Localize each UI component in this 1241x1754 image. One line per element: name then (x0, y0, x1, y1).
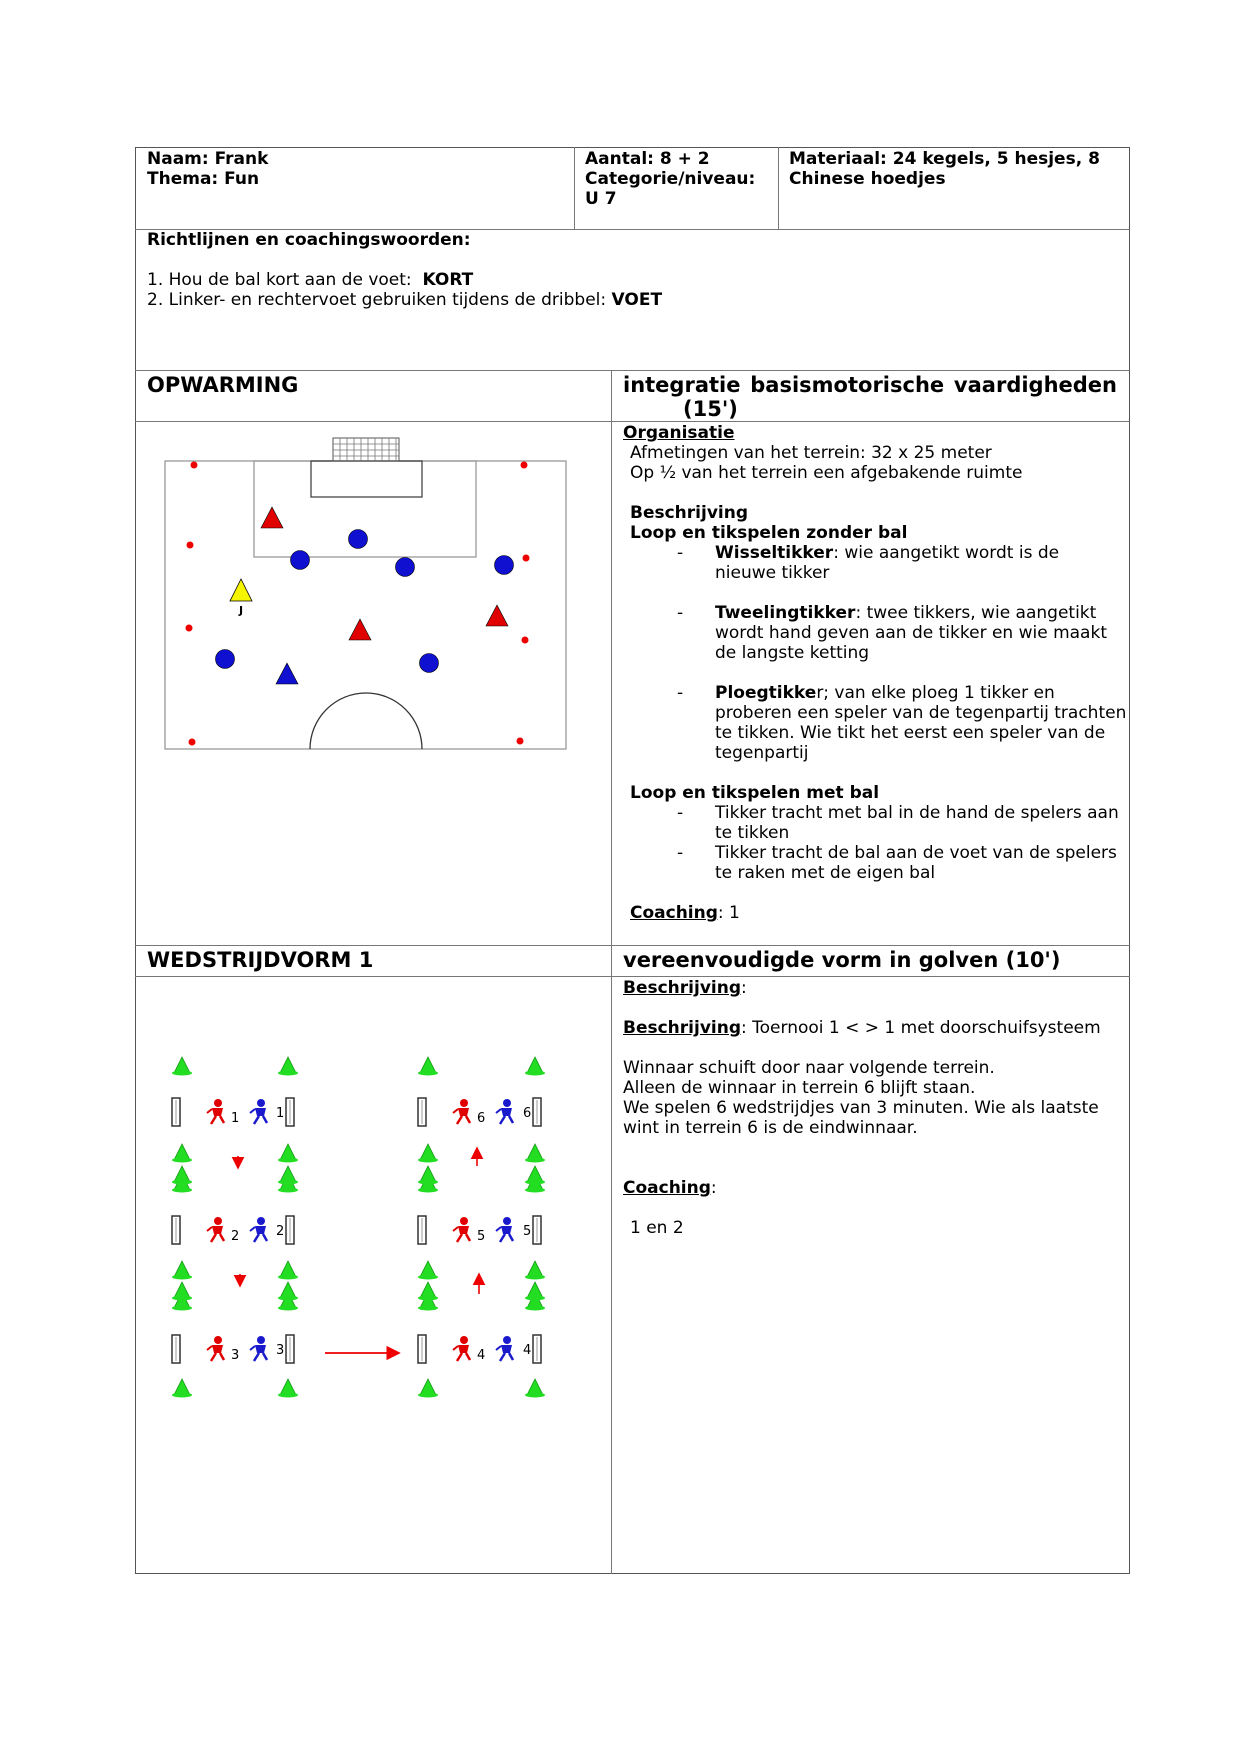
player-leg (466, 1116, 470, 1123)
player-arm (453, 1227, 458, 1231)
organisatie-title: Organisatie (623, 423, 735, 443)
materiaal-line-1: Materiaal: 24 kegels, 5 hesjes, 8 (789, 149, 1100, 169)
cone-base (172, 1296, 192, 1301)
wedstrijd-line-1: Winnaar schuift door naar volgende terrein. (623, 1058, 995, 1078)
player-body (212, 1345, 223, 1353)
cone-base (172, 1188, 192, 1193)
field-number: 5 (523, 1224, 532, 1239)
wisseltikker-name: Wisseltikker (715, 543, 834, 563)
cone-base (172, 1180, 192, 1185)
player-leg (457, 1234, 462, 1242)
ploegtikker-line-3: te tikken. Wie tikt het eerst een speler van de (715, 723, 1106, 743)
bullet-dash: - (677, 603, 684, 623)
field-number: 2 (276, 1224, 285, 1239)
player-head (460, 1336, 468, 1344)
field-number: 1 (231, 1111, 240, 1126)
cone-base (172, 1158, 192, 1163)
met-bal-title: Loop en tikspelen met bal (630, 783, 880, 803)
richtlijnen-title: Richtlijnen en coachingswoorden: (147, 230, 471, 250)
player-leg (211, 1116, 216, 1124)
player-body (255, 1226, 266, 1234)
player-leg (509, 1234, 513, 1241)
wedstrijdvorm-subtitle: vereenvoudigde vorm in golven (10') (623, 948, 1061, 972)
player-arm (453, 1346, 458, 1350)
wedstrijd-line-3: We spelen 6 wedstrijdjes van 3 minuten. Wie als laatste (623, 1098, 1099, 1118)
player-arm (496, 1109, 501, 1113)
cone-base (418, 1306, 438, 1311)
player-body (501, 1345, 512, 1353)
cone-base (525, 1188, 545, 1193)
colon: : (710, 1178, 717, 1198)
tweelingtikker-line-3: de langste ketting (715, 643, 870, 663)
player-body (458, 1226, 469, 1234)
player-head (503, 1099, 511, 1107)
opwarming-duration: (15') (683, 397, 738, 421)
cone-base (278, 1188, 298, 1193)
field-number: 3 (231, 1348, 240, 1363)
met-bal-1-line-2: te tikken (715, 823, 790, 843)
player-leg (220, 1353, 224, 1360)
met-bal-2-line-1: Tikker tracht de bal aan de voet van de spelers (715, 843, 1117, 863)
player-leg (211, 1353, 216, 1361)
categorie: Categorie/niveau: (585, 169, 756, 189)
colon: : (741, 978, 747, 998)
ploegtikker-line-2: proberen een speler van de tegenpartij trachten (715, 703, 1127, 723)
wisseltikker-line-2: nieuwe tikker (715, 563, 830, 583)
zonder-bal-title: Loop en tikspelen zonder bal (630, 523, 908, 543)
tweelingtikker-desc: : twee tikkers, wie aangetikt (855, 603, 1097, 623)
player-leg (466, 1234, 470, 1241)
cone-base (525, 1393, 545, 1398)
richtlijn-1-keyword: KORT (422, 270, 474, 290)
player-arm (453, 1109, 458, 1113)
met-bal-1-line-1: Tikker tracht met bal in de hand de spelers aan (715, 803, 1119, 823)
wedstrijd-coaching-value: 1 en 2 (630, 1218, 684, 1238)
field-number: 1 (276, 1106, 285, 1121)
player-arm (496, 1227, 501, 1231)
player-arm (207, 1227, 212, 1231)
player-body (458, 1345, 469, 1353)
cone-base (525, 1158, 545, 1163)
field-number: 4 (477, 1348, 486, 1363)
toernooi-text: : Toernooi 1 < > 1 met doorschuifsysteem (741, 1018, 1101, 1038)
player-head (257, 1336, 265, 1344)
player-leg (466, 1353, 470, 1360)
opwarming-subtitle: integratie basismotorische vaardigheden (623, 373, 1117, 397)
player-leg (220, 1116, 224, 1123)
cone-base (278, 1180, 298, 1185)
beschrijving-label: Beschrijving (623, 978, 742, 998)
bullet-dash: - (677, 843, 684, 863)
cone-base (525, 1306, 545, 1311)
player-leg (509, 1116, 513, 1123)
player-arm (250, 1346, 255, 1350)
player-leg (500, 1234, 505, 1242)
beschrijving-title: Beschrijving (630, 503, 749, 523)
organisatie-line-1: Afmetingen van het terrein: 32 x 25 meter (630, 443, 992, 463)
player-head (460, 1217, 468, 1225)
player-leg (254, 1234, 259, 1242)
player-leg (263, 1116, 267, 1123)
coaching-label: Coaching (630, 903, 718, 923)
cone-base (525, 1180, 545, 1185)
player-leg (211, 1234, 216, 1242)
player-head (257, 1099, 265, 1107)
cone-base (418, 1071, 438, 1076)
player-body (255, 1345, 266, 1353)
player-arm (250, 1109, 255, 1113)
thema: Thema: Fun (147, 169, 260, 189)
cone-base (418, 1296, 438, 1301)
wedstrijd-line-4: wint in terrein 6 is de eindwinnaar. (623, 1118, 918, 1138)
bullet-dash: - (677, 683, 684, 703)
player-arm (207, 1109, 212, 1113)
coach-label: J (239, 604, 244, 617)
field-number: 3 (276, 1343, 285, 1358)
player-head (503, 1336, 511, 1344)
cone-base (418, 1180, 438, 1185)
bullet-dash: - (677, 803, 684, 823)
niveau: U 7 (585, 189, 617, 209)
field-number: 6 (477, 1111, 486, 1126)
player-body (501, 1226, 512, 1234)
ploegtikker-name: Ploegtikke (715, 683, 817, 703)
wedstrijdvorm-title: WEDSTRIJDVORM 1 (147, 948, 374, 972)
cone-base (418, 1188, 438, 1193)
cone-base (278, 1393, 298, 1398)
cone-base (278, 1275, 298, 1280)
player-arm (207, 1346, 212, 1350)
player-body (458, 1108, 469, 1116)
richtlijn-2-text: 2. Linker- en rechtervoet gebruiken tijdens de dribbel: (147, 290, 607, 310)
tweelingtikker-name: Tweelingtikker (715, 603, 856, 623)
cone-base (172, 1275, 192, 1280)
player-leg (263, 1234, 267, 1241)
tweelingtikker-line-2: wordt hand geven aan de tikker en wie maakt (715, 623, 1107, 643)
player-head (460, 1099, 468, 1107)
beschrijving-label: Beschrijving (623, 1018, 742, 1038)
player-leg (254, 1353, 259, 1361)
cone-base (525, 1275, 545, 1280)
coaching-label: Coaching (623, 1178, 711, 1198)
materiaal-line-2: Chinese hoedjes (789, 169, 946, 189)
richtlijn-1-text: 1. Hou de bal kort aan de voet: (147, 270, 412, 290)
player-leg (457, 1353, 462, 1361)
player-body (501, 1108, 512, 1116)
player-leg (500, 1353, 505, 1361)
cone-base (525, 1071, 545, 1076)
wisseltikker-desc: : wie aangetikt wordt is de (833, 543, 1060, 563)
player-head (214, 1217, 222, 1225)
cone-base (418, 1158, 438, 1163)
coaching-value: : 1 (717, 903, 740, 923)
player-head (503, 1217, 511, 1225)
cone-base (172, 1306, 192, 1311)
opwarming-title: OPWARMING (147, 373, 299, 397)
player-leg (457, 1116, 462, 1124)
cone-base (418, 1275, 438, 1280)
cone-base (278, 1071, 298, 1076)
cone-base (418, 1393, 438, 1398)
field-number: 4 (523, 1343, 532, 1358)
player-body (212, 1108, 223, 1116)
player-leg (509, 1353, 513, 1360)
player-head (257, 1217, 265, 1225)
player-head (214, 1336, 222, 1344)
player-body (255, 1108, 266, 1116)
cone-base (278, 1158, 298, 1163)
player-body (212, 1226, 223, 1234)
bullet-dash: - (677, 543, 684, 563)
naam: Naam: Frank (147, 149, 269, 169)
organisatie-line-2: Op ½ van het terrein een afgebakende ruimte (630, 463, 1023, 483)
player-head (214, 1099, 222, 1107)
player-arm (250, 1227, 255, 1231)
cone-base (172, 1071, 192, 1076)
ploegtikker-desc: r; van elke ploeg 1 tikker en (816, 683, 1055, 703)
cone-base (525, 1296, 545, 1301)
player-arm (496, 1346, 501, 1350)
player-leg (220, 1234, 224, 1241)
wedstrijd-line-2: Alleen de winnaar in terrein 6 blijft staan. (623, 1078, 976, 1098)
field-number: 6 (523, 1106, 532, 1121)
field-number: 5 (477, 1229, 486, 1244)
cone-base (278, 1306, 298, 1311)
cone-base (172, 1393, 192, 1398)
player-leg (263, 1353, 267, 1360)
ploegtikker-line-4: tegenpartij (715, 743, 809, 763)
met-bal-2-line-2: te raken met de eigen bal (715, 863, 936, 883)
player-leg (500, 1116, 505, 1124)
richtlijn-2-keyword: VOET (611, 290, 663, 310)
player-leg (254, 1116, 259, 1124)
aantal: Aantal: 8 + 2 (585, 149, 710, 169)
cone-base (278, 1296, 298, 1301)
field-number: 2 (231, 1229, 240, 1244)
